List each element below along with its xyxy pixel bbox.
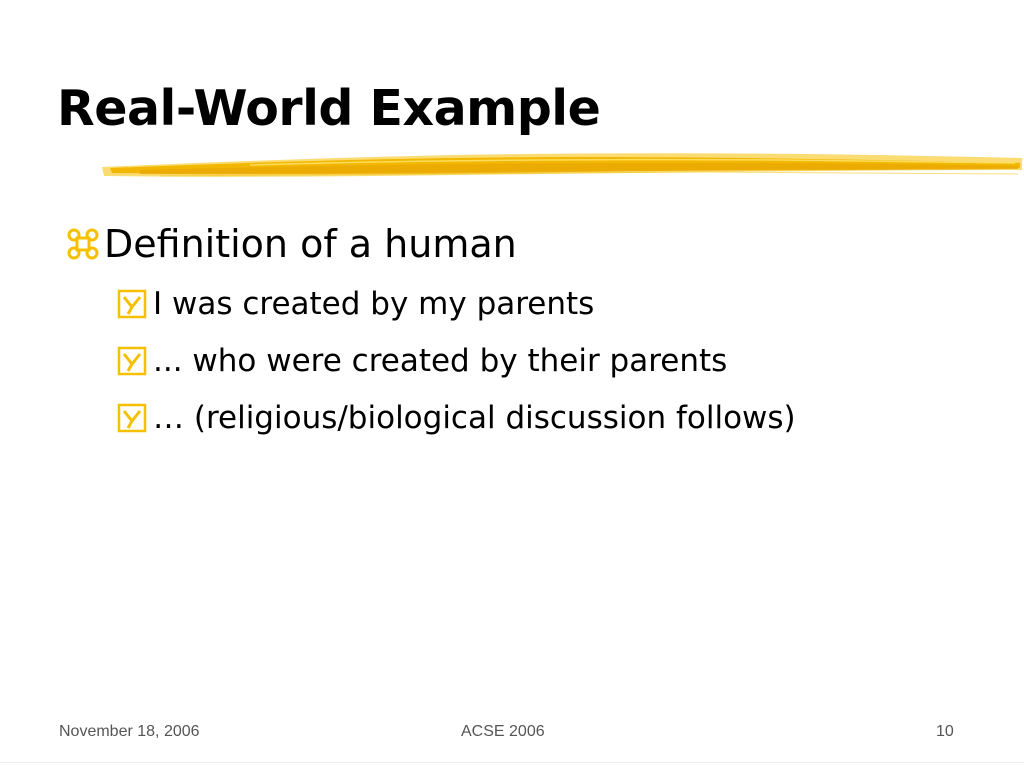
footer-event: ACSE 2006: [461, 723, 545, 740]
checkbox-y-icon: [117, 346, 147, 376]
list-item-level2: [117, 343, 727, 379]
command-key-icon: [66, 227, 100, 261]
checkbox-y-icon: [117, 403, 147, 433]
checkbox-y-icon: [117, 289, 147, 319]
divider: [0, 762, 1024, 763]
list-item-text: ... who were created by their parents: [153, 343, 728, 379]
list-item-text: Definition of a human: [104, 222, 517, 266]
list-item-text: I was created by my parents: [153, 286, 595, 322]
list-item-level2: [117, 286, 594, 322]
list-item-text: … (religious/biological discussion follows): [153, 400, 796, 436]
list-item-level1: [66, 222, 517, 266]
slide-title: Real-World Example: [57, 80, 601, 137]
list-item-level2: [117, 400, 796, 436]
page-number: 10: [936, 723, 954, 740]
footer-date: November 18, 2006: [59, 723, 200, 740]
